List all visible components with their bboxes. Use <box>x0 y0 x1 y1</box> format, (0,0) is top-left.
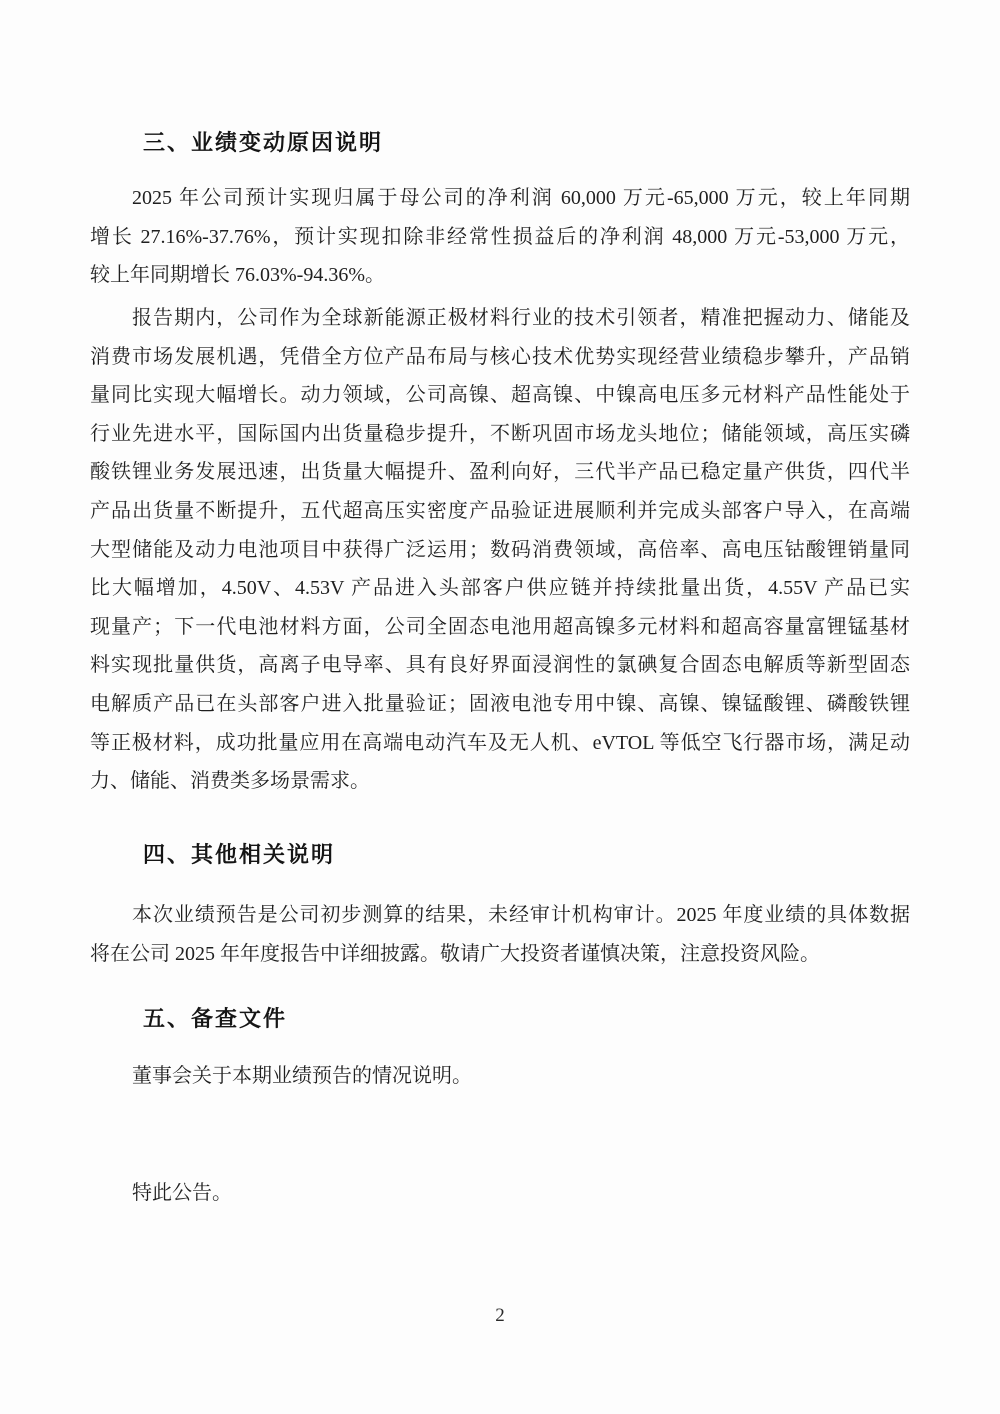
text-line: 量同比实现大幅增长。动力领域，公司高镍、超高镍、中镍高电压多元材料产品性能处于 <box>90 384 910 407</box>
text-line: 行业先进水平，国际国内出货量稳步提升，不断巩固市场龙头地位；储能领域，高压实磷 <box>90 422 910 445</box>
paragraph-board-statement <box>90 1057 910 1096</box>
text-line: 电解质产品已在头部客户进入批量验证；固液电池专用中镍、高镍、镍锰酸锂、磷酸铁锂 <box>90 692 910 715</box>
text-line: 2025 年公司预计实现归属于母公司的净利润 60,000 万元-65,000 万元，较上年同期 <box>132 187 910 209</box>
text-line: 较上年同期增长 76.03%-94.36%。 <box>90 264 385 287</box>
section-heading-performance-change-reasons: 三、业绩变动原因说明 <box>143 130 384 155</box>
text-line: 本次业绩预告是公司初步测算的结果，未经审计机构审计。2025 年度业绩的具体数据 <box>132 904 910 926</box>
text-line: 酸铁锂业务发展迅速，出货量大幅提升、盈利向好，三代半产品已稳定量产供货，四代半 <box>90 461 910 484</box>
closing-statement: 特此公告。 <box>132 1182 232 1204</box>
page-number: 2 <box>495 1305 505 1326</box>
text-line: 消费市场发展机遇，凭借全方位产品布局与核心技术优势实现经营业绩稳步攀升，产品销 <box>90 345 910 368</box>
section-heading-reference-files: 五、备查文件 <box>143 1006 288 1031</box>
paragraph-business-detail <box>90 299 910 801</box>
text-line: 料实现批量供货，高离子电导率、具有良好界面浸润性的氯碘复合固态电解质等新型固态 <box>90 654 910 677</box>
text-line: 董事会关于本期业绩预告的情况说明。 <box>132 1065 472 1087</box>
text-line: 将在公司 2025 年年度报告中详细披露。敬请广大投资者谨慎决策，注意投资风险。 <box>90 942 820 965</box>
text-line: 现量产；下一代电池材料方面，公司全固态电池用超高镍多元材料和超高容量富锂锰基材 <box>90 615 910 638</box>
text-line: 等正极材料，成功批量应用在高端电动汽车及无人机、eVTOL 等低空飞行器市场，满足动 <box>90 731 910 754</box>
paragraph-audit-disclaimer <box>90 896 910 973</box>
paragraph-profit-forecast <box>90 179 910 295</box>
text-line: 力、储能、消费类多场景需求。 <box>90 770 370 793</box>
text-line: 报告期内，公司作为全球新能源正极材料行业的技术引领者，精准把握动力、储能及 <box>132 307 910 329</box>
text-line: 比大幅增加，4.50V、4.53V 产品进入头部客户供应链并持续批量出货，4.55V 产品已实 <box>90 577 910 600</box>
text-line: 产品出货量不断提升，五代超高压实密度产品验证进展顺利并完成头部客户导入，在高端 <box>90 499 910 522</box>
text-line: 大型储能及动力电池项目中获得广泛运用；数码消费领域，高倍率、高电压钴酸锂销量同 <box>90 538 910 561</box>
section-heading-other-notes: 四、其他相关说明 <box>143 842 336 867</box>
text-line: 增长 27.16%-37.76%，预计实现扣除非经常性损益后的净利润 48,000 万元-53,000 万元， <box>90 225 910 248</box>
